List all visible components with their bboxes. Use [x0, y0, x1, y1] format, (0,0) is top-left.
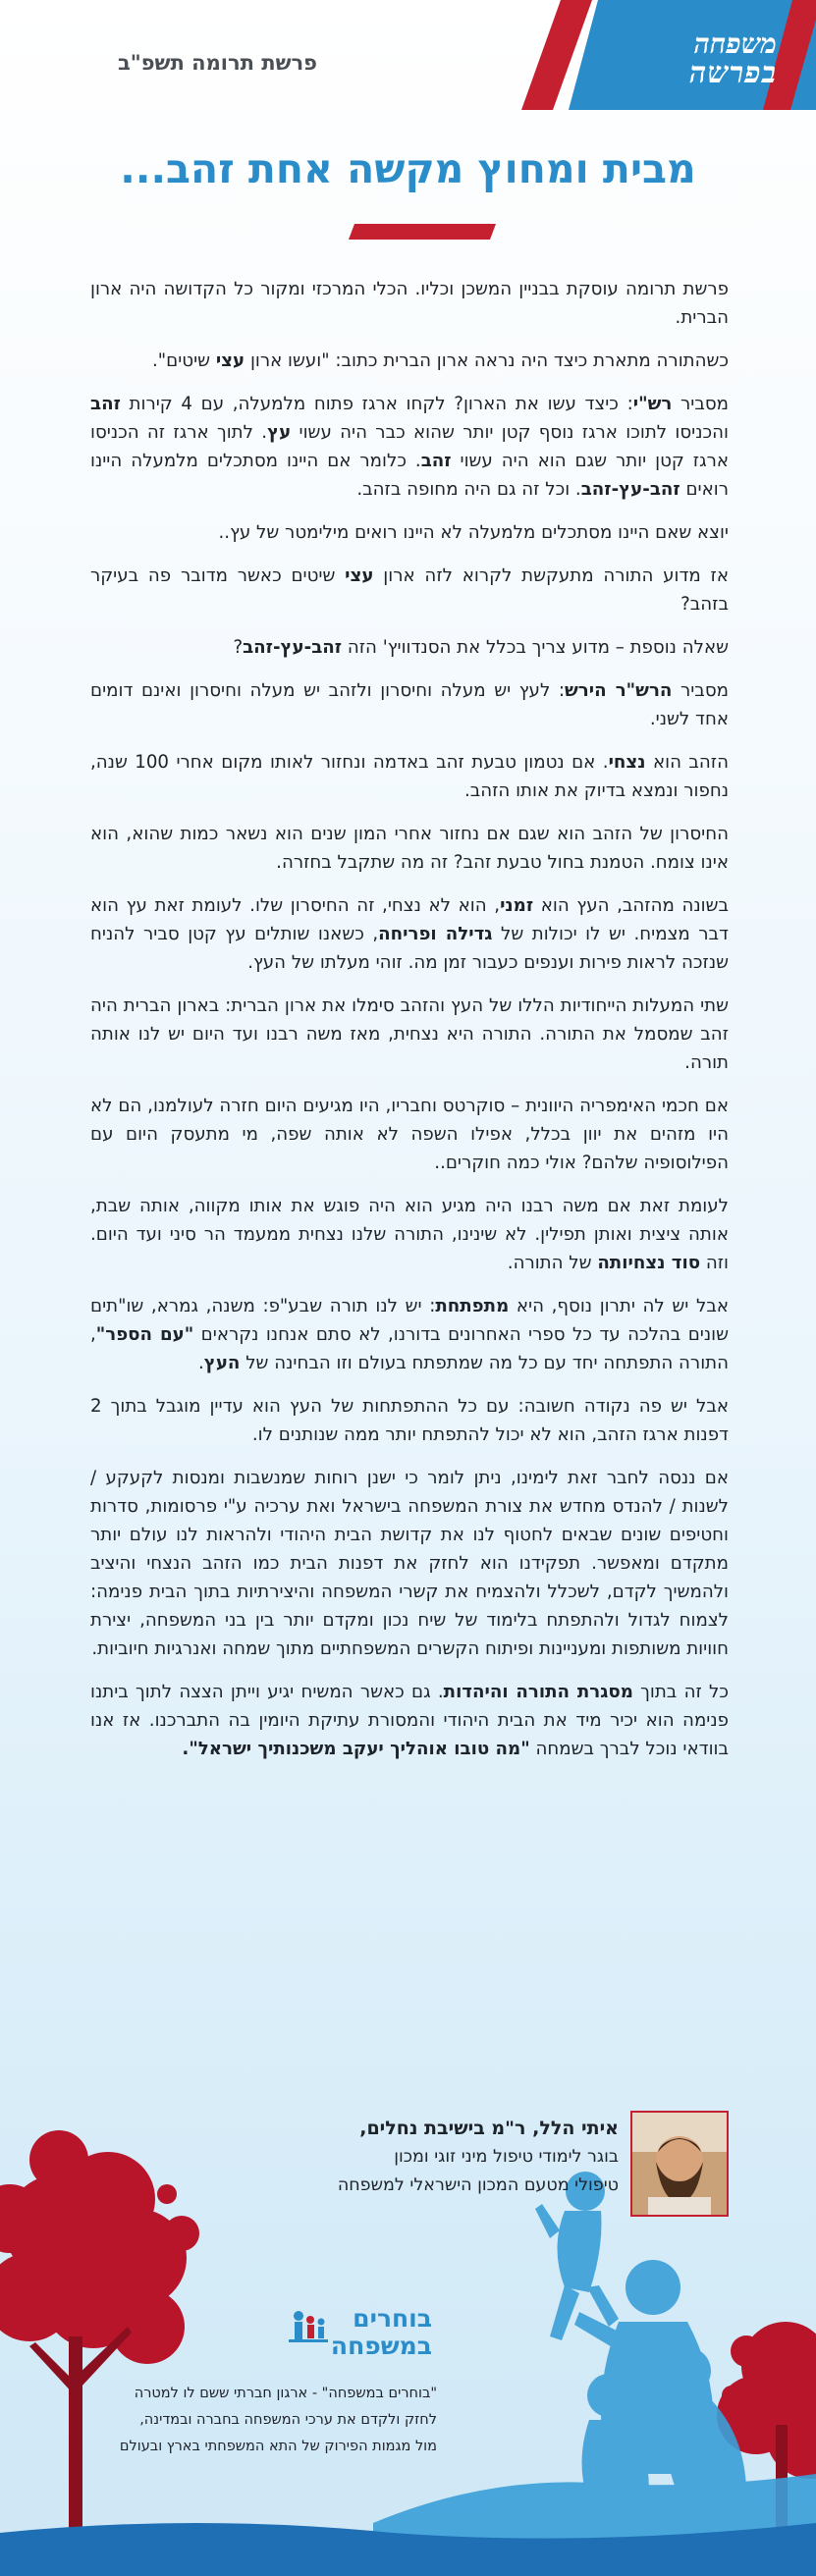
paragraph: לעומת זאת אם משה רבנו היה מגיע הוא היה פוגש את אותו מקווה, אותה שבת, אותה ציצית ואותן תפילין. לא שינינו, התורה שלנו נצחית ממעמד הר סיני ועד היום. וזה סוד נצחיותה של התורה. [90, 1196, 729, 1273]
paragraph: שתי המעלות הייחודיות הללו של העץ והזהב סימלו את ארון הברית: בארון הברית היה זהב שמסמל את התורה. התורה היא נצחית, מאז משה רבנו ועד היום יש לנו אותה תורה. [90, 995, 729, 1073]
article-body [90, 275, 729, 1778]
org-logo [285, 2302, 432, 2381]
org-desc-line: "בוחרים במשפחה" - ארגון חברתי ששם לו למטרה [134, 2386, 437, 2401]
paragraph: אז מדוע התורה מתעקשת לקרוא לזה ארון עצי שיטים כאשר מדובר פה בעיקר בזהב? [90, 565, 729, 615]
author-line: טיפולי מטעם המכון הישראלי למשפחה [337, 2175, 619, 2195]
logo-text [689, 29, 777, 89]
page-title: מבית ומחוץ מקשה אחת זהב... [120, 145, 696, 192]
paragraph: מסביר הרש"ר הירש: לעץ יש מעלה וחיסרון ולזהב יש מעלה וחיסרון ואינם דומים אחד לשני. [90, 680, 729, 729]
red-tree-left-icon [0, 2130, 199, 2364]
paragraph: יוצא שאם היינו מסתכלים מלמעלה לא היינו רואים מילימטר של עץ.. [218, 522, 729, 543]
paragraph: שאלה נוספת – מדוע צריך בכלל את הסנדוויץ' הזה זהב-עץ-זהב? [233, 637, 729, 658]
paragraph: אבל יש לה יתרון נוסף, היא מתפתחת: יש לנו תורה שבע"פ: משנה, גמרא, שו"תים שונים בהלכה עד כל ספרי האחרונים בדורנו, לא סתם אנחנו נקראים "עם הספר", התורה התפתחה יחד עם כל מה שמתפתח בעולם וזו הבחינה של העץ. [90, 1296, 729, 1373]
logo-line1: משפחה [693, 27, 777, 60]
paragraph: אם חכמי האימפריה היוונית – סוקרטס וחבריו, היו מגיעים היום חזרה לעולמנו, הם לא היו מזהים את יוון בכלל, אפילו השפה לא אותה שפה, מי מתעסק היום עם הפילוסופיה שלהם? אולי כמה חוקרים.. [90, 1096, 729, 1173]
author-avatar [630, 2111, 729, 2217]
parasha-label: פרשת תרומה תשפ"ב [118, 51, 317, 75]
org-name-line2: במשפחה [330, 2332, 432, 2360]
title-divider [349, 224, 496, 240]
paragraph: פרשת תרומה עוסקת בבניין המשכן וכליו. הכלי המרכזי ומקור כל הקדושה היה ארון הברית. [90, 279, 729, 328]
org-desc-line: מול מגמות הפירוק של התא המשפחתי בארץ ובעולם [119, 2439, 437, 2454]
author-name: איתי הלל, ר"מ בישיבת נחלים, [359, 2118, 619, 2139]
paragraph: כל זה בתוך מסגרת התורה והיהדות. גם כאשר המשיח יגיע וייתן הצצה לתוך ביתנו פנימה הוא יכיר מיד את הבית היהודי והמסורת עתיקת היומין בה התברכנו. אז אנו בוודאי נוכל לברך בשמחה "מה טובו אוהליך יעקב משכנותיך ישראל". [90, 1682, 729, 1759]
paragraph: בשונה מהזהב, העץ הוא זמני, הוא לא נצחי, זה החיסרון שלו. לעומת זאת עץ הוא דבר מצמיח. יש לו יכולות של גדילה ופריחה, כשאנו שותלים עץ קטן סביר להניח שנזכה לראות פירות וענפים כעבור זמן מה. זוהי מעלתו של העץ. [90, 895, 729, 973]
author-line: בוגר לימודי טיפול מיני זוגי ומכון [394, 2147, 619, 2167]
paragraph: אבל יש פה נקודה חשובה: עם כל ההתפתחות של העץ הוא עדיין מוגבל בתוך 2 דפנות ארגז הזהב, הוא לא יכול להתפתח יותר ממה שנותנים לו. [90, 1396, 729, 1445]
brand-logo [521, 0, 816, 110]
org-desc-line: לחזק ולקדם את ערכי המשפחה בחברה ובמדינה, [139, 2412, 437, 2428]
paragraph: החיסרון של הזהב הוא שגם אם נחזור אחרי המון שנים הוא נשאר כמות שהוא, הוא אינו צומח. הטמנת בחול טבעת זהב? זה מה שתקבל בחזרה. [90, 824, 729, 873]
logo-line2: בפרשה [688, 56, 777, 91]
paragraph: הזהב הוא נצחי. אם נטמון טבעת זהב באדמה ונחזור לאותו מקום אחרי 100 שנה, נחפור ונמצא בדיוק את אותו הזהב. [90, 752, 729, 801]
author-info [324, 2115, 619, 2200]
paragraph: מסביר רש"י: כיצד עשו את הארון? לקחו ארגז פתוח מלמעלה, עם 4 קירות זהב והכניסו לתוכו ארגז נוסף קטן יותר שהוא כבר היה עשוי עץ. לתוך ארגז זה הכניסו ארגז קטן יותר שגם הוא היה עשוי זהב. כלומר אם היינו מסתכלים מלמעלה היינו רואים זהב-עץ-זהב. וכל זה גם היה מחופה בזהב. [90, 394, 729, 500]
paragraph: אם ננסה לחבר זאת לימינו, ניתן לומר כי ישנן רוחות שמנשבות ומנסות לקעקע / לשנות / להנדס מחדש את צורת המשפחה בישראל ואת ערכיה ע"י פרסומות, סדרות וחטיפים שונים שבאים לחטוף לנו את קדושת הבית היהודי ולהראות לנו עולם יותר מתקדם ומאפשר. תפקידנו הוא לחזק את דפנות הבית כמו הזהב הנצחי והיציב ולהמשיך לקדם, לשכלל ולהצמיח את קשרי המשפחה והיצירתיות בתוך הבית פנימה: לצמוח לגדול ולהתפתח בלימוד של שיח נכון ומקדם יותר בין בני המשפחה, יצירת חוויות משותפות ומעניינות ופיתוח הקשרים המשפחתיים מתוך שמחה ואנרגיות חיוביות. [90, 1468, 729, 1659]
paragraph: כשהתורה מתארת כיצד היה נראה ארון הברית כתוב: "ועשו ארון עצי שיטים". [152, 350, 729, 371]
org-description [39, 2381, 437, 2460]
org-name-line1: בוחרים [353, 2304, 432, 2333]
org-family-icon [289, 2308, 328, 2347]
